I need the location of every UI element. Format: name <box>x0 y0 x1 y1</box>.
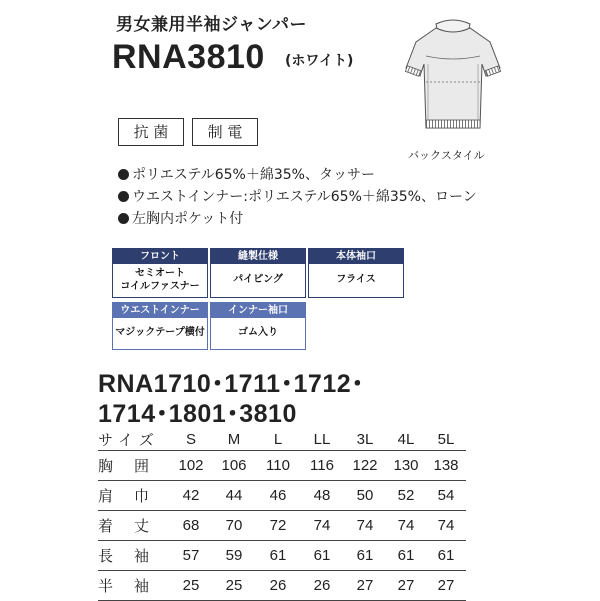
size-col: LL <box>300 428 344 451</box>
table-cell: 25 <box>212 571 256 601</box>
spec-value: マジックテープ横付 <box>115 327 205 338</box>
table-cell: 54 <box>426 481 466 511</box>
table-cell: 48 <box>300 481 344 511</box>
size-col: L <box>256 428 300 451</box>
back-style-caption: バックスタイル <box>408 149 485 162</box>
feature-item: ウエストインナー:ポリエステル65%＋綿35%、ローン <box>118 186 477 206</box>
table-cell: 68 <box>170 511 212 541</box>
table-row <box>98 511 466 541</box>
spec-value: フライス <box>336 274 376 285</box>
table-cell: 44 <box>212 481 256 511</box>
model-number: RNA3810 <box>112 38 265 76</box>
bullet-icon <box>118 213 129 224</box>
row-label: 半 袖 <box>98 571 170 601</box>
table-cell: 52 <box>386 481 426 511</box>
table-cell: 74 <box>300 511 344 541</box>
table-cell: 61 <box>256 541 300 571</box>
related-models-line2: 1714･1801･3810 <box>98 400 297 428</box>
table-cell: 130 <box>386 451 426 481</box>
spec-value: セミオート <box>135 268 185 279</box>
row-label: 長 袖 <box>98 541 170 571</box>
table-row <box>98 451 466 481</box>
table-cell: 61 <box>344 541 386 571</box>
spec-cuff <box>308 248 404 298</box>
size-col: S <box>170 428 212 451</box>
table-cell: 106 <box>212 451 256 481</box>
table-cell: 110 <box>256 451 300 481</box>
table-cell: 61 <box>300 541 344 571</box>
size-header-label: サイズ <box>98 428 170 451</box>
table-cell: 116 <box>300 451 344 481</box>
jacket-back-illustration <box>398 8 508 146</box>
product-title: 男女兼用半袖ジャンパー <box>116 15 307 35</box>
table-cell: 74 <box>386 511 426 541</box>
row-label: 胸 囲 <box>98 451 170 481</box>
spec-heading: ウエストインナー <box>113 303 207 318</box>
bullet-icon <box>118 191 129 202</box>
table-row <box>98 481 466 511</box>
spec-heading: 本体袖口 <box>309 249 403 264</box>
table-cell: 61 <box>426 541 466 571</box>
table-cell: 26 <box>256 571 300 601</box>
row-label: 着 丈 <box>98 511 170 541</box>
table-cell: 74 <box>426 511 466 541</box>
table-cell: 122 <box>344 451 386 481</box>
color-label: (ホワイト) <box>285 53 354 69</box>
table-row <box>98 541 466 571</box>
size-col: 5L <box>426 428 466 451</box>
table-cell: 72 <box>256 511 300 541</box>
spec-sewing <box>210 248 306 298</box>
table-cell: 26 <box>300 571 344 601</box>
table-cell: 74 <box>344 511 386 541</box>
spec-value: コイルファスナー <box>120 281 200 292</box>
row-label: 肩 巾 <box>98 481 170 511</box>
size-col: 3L <box>344 428 386 451</box>
spec-heading: インナー袖口 <box>211 303 305 318</box>
spec-value: パイピング <box>233 274 283 285</box>
size-col: 4L <box>386 428 426 451</box>
table-cell: 42 <box>170 481 212 511</box>
table-cell: 70 <box>212 511 256 541</box>
size-table <box>98 428 466 601</box>
antistatic-badge: 制 電 <box>192 118 258 146</box>
spec-heading: 縫製仕様 <box>211 249 305 264</box>
table-cell: 61 <box>386 541 426 571</box>
spec-front <box>112 248 208 298</box>
size-header-row <box>98 428 466 451</box>
table-cell: 57 <box>170 541 212 571</box>
spec-inner-cuff <box>210 302 306 350</box>
table-cell: 138 <box>426 451 466 481</box>
table-cell: 27 <box>344 571 386 601</box>
spec-waist-inner <box>112 302 208 350</box>
table-row <box>98 571 466 601</box>
feature-item: 左胸内ポケット付 <box>118 208 243 228</box>
spec-heading: フロント <box>113 249 207 264</box>
spec-value: ゴム入り <box>238 327 278 338</box>
table-cell: 102 <box>170 451 212 481</box>
table-cell: 50 <box>344 481 386 511</box>
table-cell: 27 <box>386 571 426 601</box>
size-col: M <box>212 428 256 451</box>
table-cell: 46 <box>256 481 300 511</box>
table-cell: 25 <box>170 571 212 601</box>
table-cell: 59 <box>212 541 256 571</box>
antibacterial-badge: 抗 菌 <box>118 118 184 146</box>
bullet-icon <box>118 169 129 180</box>
related-models-line1: RNA1710･1711･1712･ <box>98 370 365 398</box>
feature-item: ポリエステル65%＋綿35%、タッサー <box>118 164 375 184</box>
table-cell: 27 <box>426 571 466 601</box>
